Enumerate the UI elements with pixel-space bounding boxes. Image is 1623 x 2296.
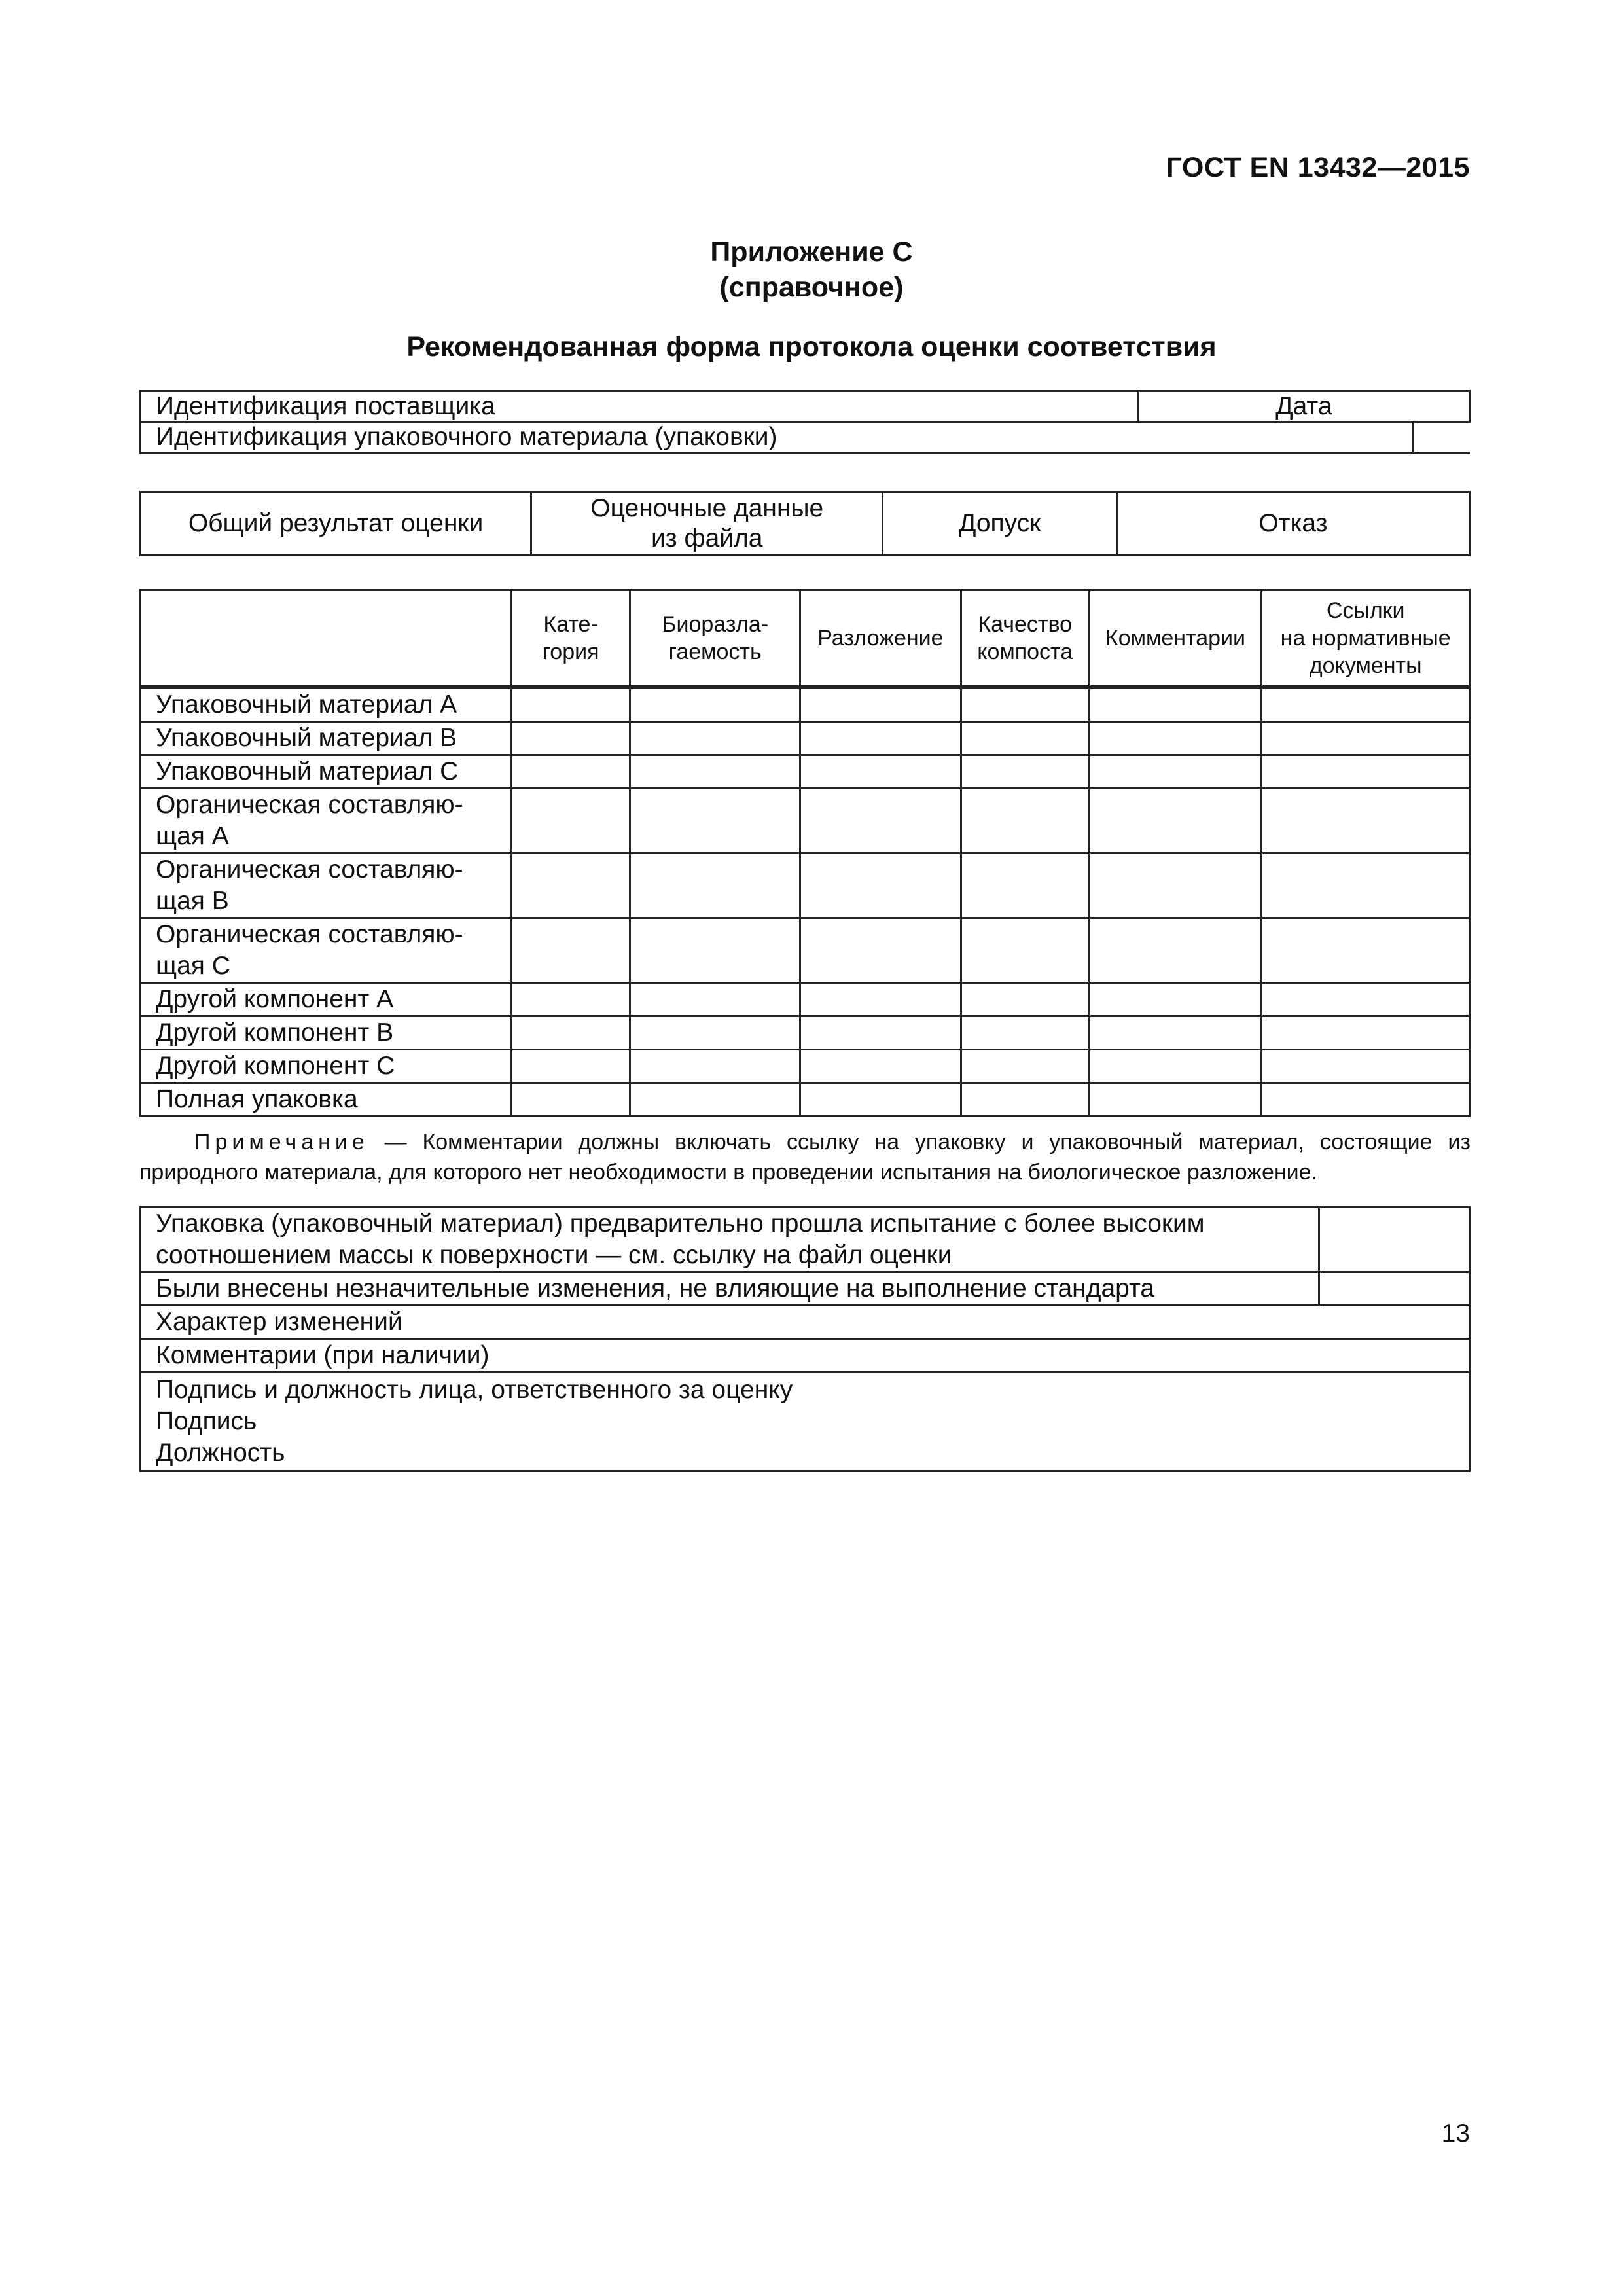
table-row [141, 755, 1470, 789]
table-header-references [1262, 590, 1470, 688]
row-label-line: щая А [156, 822, 229, 850]
table-row [141, 1306, 1470, 1339]
row-label [141, 918, 512, 983]
row-label [141, 1050, 512, 1083]
table-cell [630, 853, 800, 918]
table-cell [961, 1050, 1089, 1083]
row-label-line: Другой компонент А [156, 985, 394, 1013]
table-header-compost-quality [961, 590, 1089, 688]
form-title: Рекомендованная форма протокола оценки соответствия [406, 331, 1217, 363]
row-label-line: Другой компонент В [156, 1018, 394, 1047]
table-row [141, 687, 1470, 722]
overall-result-cell: Общий результат оценки [141, 492, 531, 556]
note-head: Примечание [194, 1130, 369, 1155]
evaluation-data-line2: из файла [651, 524, 763, 552]
identification-table [139, 390, 1471, 454]
table-cell [961, 722, 1089, 755]
pretested-cell [141, 1208, 1319, 1272]
annex-title [0, 234, 1623, 305]
table-cell [1262, 789, 1470, 853]
table-cell [630, 722, 800, 755]
table-cell [1089, 983, 1262, 1016]
table-cell [1089, 687, 1262, 722]
table-cell [800, 918, 961, 983]
table-cell [961, 918, 1089, 983]
assessment-table [139, 589, 1471, 1117]
overall-result-table [139, 491, 1471, 556]
table-cell [1262, 1083, 1470, 1117]
pretested-checkbox-cell[interactable] [1319, 1208, 1469, 1272]
table-header-category [511, 590, 630, 688]
table-row [141, 853, 1470, 918]
header-line: гаемость [668, 639, 762, 664]
row-label [141, 983, 512, 1016]
header-line: Кате- [543, 612, 598, 637]
table-row [141, 1372, 1470, 1471]
table-cell [630, 918, 800, 983]
table-cell [511, 918, 630, 983]
supplier-identification-cell: Идентификация поставщика [141, 391, 1139, 422]
table-cell [961, 1083, 1089, 1117]
material-identification-label: Идентификация упаковочного материала (упаковки) [156, 423, 777, 451]
table-cell [630, 755, 800, 789]
table-cell [961, 1016, 1089, 1050]
nature-of-changes-cell[interactable]: Характер изменений [141, 1306, 1470, 1339]
header-line: Качество [978, 612, 1073, 637]
table-cell [800, 789, 961, 853]
table-cell [1089, 918, 1262, 983]
comments-cell[interactable]: Комментарии (при наличии) [141, 1339, 1470, 1372]
table-cell [630, 1050, 800, 1083]
table-row [141, 1208, 1470, 1272]
header-line: документы [1309, 653, 1422, 678]
row-label-line: Упаковочный материал А [156, 691, 457, 719]
document-code: ГОСТ EN 13432—2015 [1166, 152, 1470, 183]
table-header-row [141, 590, 1470, 688]
annex-title-line2: (справочное) [719, 272, 904, 303]
table-cell [961, 755, 1089, 789]
table-cell [511, 1083, 630, 1117]
table-row [141, 422, 1470, 453]
table-cell [800, 687, 961, 722]
row-label-line: Органическая составляю- [156, 855, 463, 884]
row-label-line: Полная упаковка [156, 1085, 358, 1113]
table-cell [800, 722, 961, 755]
row-label [141, 755, 512, 789]
material-identification-cell [141, 422, 1470, 453]
table-row [141, 1050, 1470, 1083]
rejection-cell: Отказ [1116, 492, 1469, 556]
evaluation-data-cell [531, 492, 883, 556]
table-cell [511, 983, 630, 1016]
table-cell [1089, 1050, 1262, 1083]
table-row [141, 1272, 1470, 1306]
row-label-line: Органическая составляю- [156, 920, 463, 948]
table-cell [511, 853, 630, 918]
header-line: на нормативные [1280, 626, 1451, 651]
table-row [141, 391, 1470, 422]
header-line: Ссылки [1326, 598, 1405, 623]
table-cell [630, 1083, 800, 1117]
table-header-comments [1089, 590, 1262, 688]
material-identification-box [141, 423, 1414, 452]
header-line: Разложение [817, 626, 944, 651]
date-cell: Дата [1138, 391, 1469, 422]
header-line: Биоразла- [662, 612, 769, 637]
table-cell [1262, 687, 1470, 722]
row-label [141, 1083, 512, 1117]
row-label-line: Органическая составляю- [156, 791, 463, 819]
responsible-label: Подпись и должность лица, ответственного за оценку [156, 1376, 793, 1404]
table-cell [1089, 789, 1262, 853]
row-label-line: Упаковочный материал С [156, 757, 459, 785]
table-header-empty [141, 590, 512, 688]
table-cell [1089, 853, 1262, 918]
table-row [141, 983, 1470, 1016]
table-cell [800, 1083, 961, 1117]
table-cell [961, 983, 1089, 1016]
table-cell [800, 853, 961, 918]
table-row [141, 1083, 1470, 1117]
row-label-line: Другой компонент С [156, 1052, 395, 1080]
header-line: компоста [977, 639, 1073, 664]
header-line: Комментарии [1105, 626, 1246, 651]
table-cell [1262, 918, 1470, 983]
table-cell [800, 1050, 961, 1083]
note-paragraph [139, 1127, 1471, 1187]
minor-changes-cell: Были внесены незначительные изменения, не влияющие на выполнение стандарта [141, 1272, 1319, 1306]
table-cell [511, 1050, 630, 1083]
row-label-line: щая В [156, 887, 229, 915]
table-header-biodegradability [630, 590, 800, 688]
table-cell [630, 1016, 800, 1050]
table-cell [1262, 1050, 1470, 1083]
table-header-disintegration [800, 590, 961, 688]
row-label-line: щая С [156, 952, 230, 980]
table-cell [1089, 755, 1262, 789]
row-label-line: Упаковочный материал В [156, 724, 457, 752]
table-cell [511, 722, 630, 755]
note-text: — Комментарии должны включать ссылку на упаковку и упаковочный материал, состоящие из природного материала, для которого нет необходимости в проведении испытания на биологическое разложение. [139, 1130, 1471, 1185]
table-cell [511, 1016, 630, 1050]
row-label [141, 722, 512, 755]
table-cell [1262, 853, 1470, 918]
table-row [141, 722, 1470, 755]
pretested-line1: Упаковка (упаковочный материал) предварительно прошла испытание с более высоким [156, 1210, 1205, 1238]
table-row [141, 1016, 1470, 1050]
table-cell [630, 983, 800, 1016]
annex-title-line1: Приложение С [710, 236, 913, 268]
table-cell [511, 755, 630, 789]
table-cell [630, 789, 800, 853]
row-label [141, 853, 512, 918]
signature-block[interactable] [141, 1372, 1470, 1471]
evaluation-data-line1: Оценочные данные [590, 494, 824, 522]
table-cell [1089, 1083, 1262, 1117]
row-label [141, 687, 512, 722]
table-cell [961, 687, 1089, 722]
admission-cell: Допуск [883, 492, 1117, 556]
table-cell [511, 687, 630, 722]
position-label: Должность [156, 1439, 285, 1467]
table-cell [1089, 722, 1262, 755]
final-table [139, 1206, 1471, 1472]
table-cell [630, 687, 800, 722]
table-cell [1262, 1016, 1470, 1050]
table-cell [1089, 1016, 1262, 1050]
minor-changes-checkbox-cell[interactable] [1319, 1272, 1469, 1306]
table-row [141, 918, 1470, 983]
table-cell [1262, 983, 1470, 1016]
table-cell [1262, 722, 1470, 755]
table-cell [800, 1016, 961, 1050]
table-row [141, 1339, 1470, 1372]
row-label [141, 1016, 512, 1050]
table-cell [511, 789, 630, 853]
table-cell [961, 789, 1089, 853]
table-row [141, 492, 1470, 556]
table-cell [1262, 755, 1470, 789]
pretested-line2: соотношением массы к поверхности — см. ссылку на файл оценки [156, 1241, 952, 1269]
table-cell [800, 983, 961, 1016]
table-row [141, 789, 1470, 853]
signature-label: Подпись [156, 1407, 257, 1435]
page-number: 13 [1441, 2119, 1470, 2147]
row-label [141, 789, 512, 853]
table-cell [800, 755, 961, 789]
table-cell [961, 853, 1089, 918]
header-line: гория [542, 639, 599, 664]
